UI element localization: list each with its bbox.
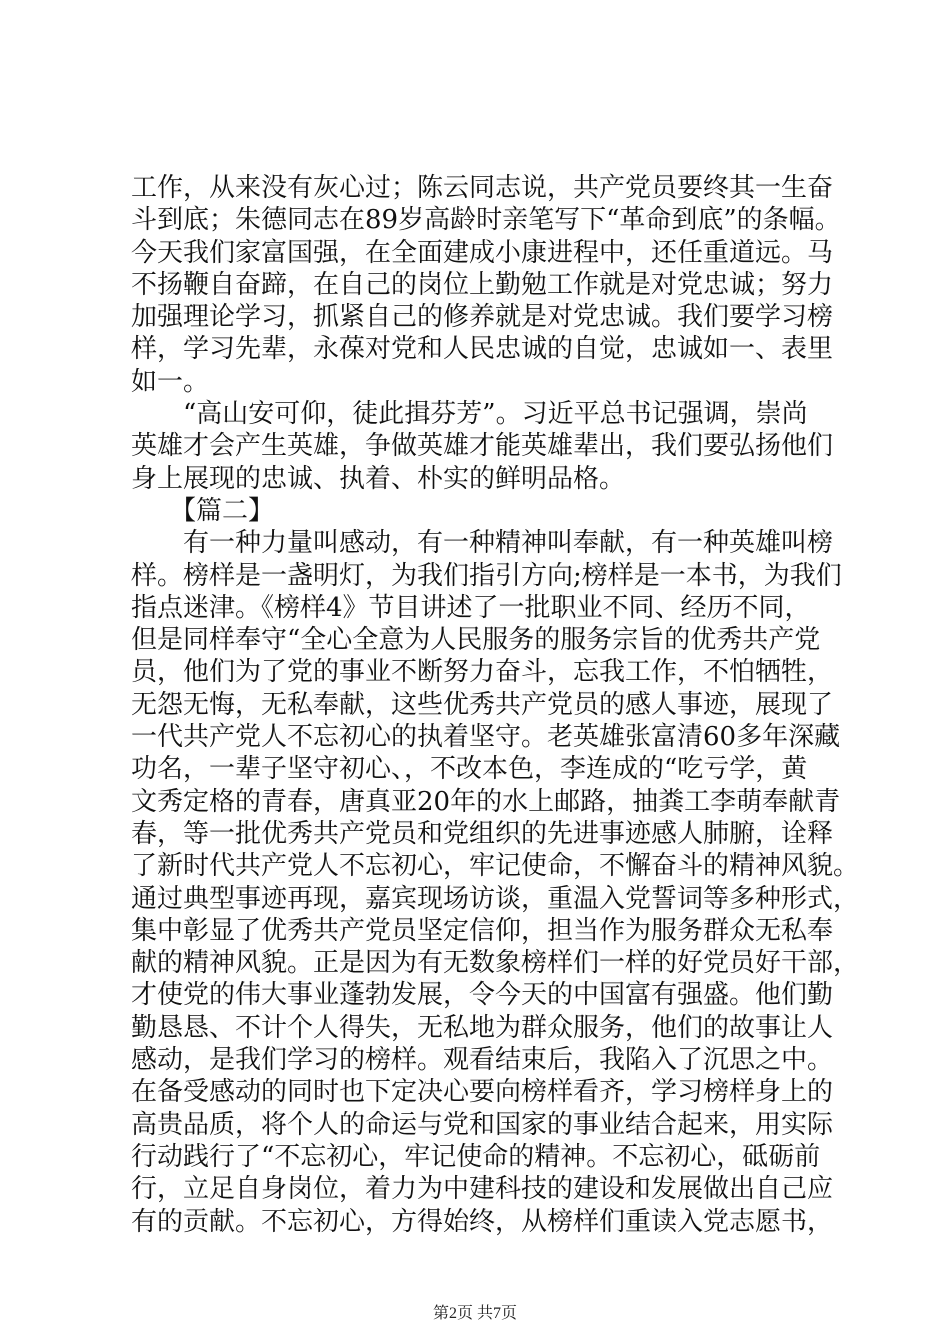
- text-line: 斗到底；朱德同志在89岁高龄时亲笔写下“革命到底”的条幅。: [131, 205, 841, 236]
- text-line: 指点迷津。《榜样4》节目讲述了一批职业不同、经历不同，: [131, 592, 811, 623]
- text-line: 工作，从来没有灰心过；陈云同志说，共产党员要终其一生奋: [131, 173, 834, 203]
- text-line: 身上展现的忠诚、执着、朴实的鲜明品格。: [131, 463, 626, 494]
- text-line: 但是同样奉守“全心全意为人民服务的服务宗旨的优秀共产党: [131, 625, 821, 656]
- text-line: 不扬鞭自奋蹄，在自己的岗位上勤勉工作就是对党忠诚；努力: [131, 269, 834, 300]
- text-line: 高贵品质，将个人的命运与党和国家的事业结合起来，用实际: [131, 1109, 834, 1140]
- text-line: 样，学习先辈，永葆对党和人民忠诚的自觉，忠诚如一、表里: [131, 334, 834, 365]
- text-line: 感动，是我们学习的榜样。观看结束后，我陷入了沉思之中。: [131, 1045, 834, 1076]
- text-line: 英雄才会产生英雄，争做英雄才能英雄辈出，我们要弘扬他们: [131, 431, 834, 462]
- text-line: 加强理论学习，抓紧自己的修养就是对党忠诚。我们要学习榜: [131, 302, 834, 333]
- text-line: 行动践行了“不忘初心，牢记使命的精神。不忘初心，砥砺前: [131, 1141, 821, 1172]
- text-line: 无怨无悔，无私奉献，这些优秀共产党员的感人事迹，展现了: [131, 689, 834, 720]
- text-line: 通过典型事迹再现，嘉宾现场访谈，重温入党誓词等多种形式，: [131, 883, 860, 914]
- page-number-footer: 第2页 共7页: [432, 1305, 517, 1322]
- text-line: 春，等一批优秀共产党员和党组织的先进事迹感人肺腑，诠释: [131, 818, 834, 849]
- text-line: 今天我们家富国强，在全面建成小康进程中，还任重道远。马: [131, 237, 834, 268]
- text-line: 行，立足自身岗位，着力为中建科技的建设和发展做出自己应: [131, 1174, 834, 1205]
- paragraph-start-line: 有一种力量叫感动，有一种精神叫奉献，有一种英雄叫榜: [183, 528, 834, 559]
- section-heading: 【篇二】: [170, 495, 275, 526]
- text-line: 在备受感动的同时也下定决心要向榜样看齐，学习榜样身上的: [131, 1077, 834, 1108]
- text-line: 如一。: [131, 366, 210, 397]
- text-line: 功名，一辈子坚守初心、，不改本色，李连成的“吃亏学，黄: [131, 754, 808, 785]
- text-line: 员，他们为了党的事业不断努力奋斗，忘我工作，不怕牺牲，: [131, 657, 834, 688]
- text-line: 样。榜样是一盏明灯，为我们指引方向;榜样是一本书，为我们: [131, 560, 842, 591]
- text-line: 勤恳恳、不计个人得失，无私地为群众服务，他们的故事让人: [131, 1012, 834, 1043]
- paragraph-start-line: “高山安可仰，徒此揖芬芳”。习近平总书记强调，崇尚: [183, 399, 808, 430]
- text-line: 集中彰显了优秀共产党员坚定信仰，担当作为服务群众无私奉: [131, 915, 834, 946]
- text-line: 文秀定格的青春，唐真亚20年的水上邮路，抽粪工李萌奉献青: [131, 786, 841, 817]
- text-line: 献的精神风貌。正是因为有无数象榜样们一样的好党员好干部，: [131, 948, 860, 979]
- body-text: [131, 172, 860, 1238]
- text-line: 了新时代共产党人不忘初心，牢记使命，不懈奋斗的精神风貌。: [131, 851, 860, 882]
- text-line: 一代共产党人不忘初心的执着坚守。老英雄张富清60多年深藏: [131, 722, 841, 753]
- text-line: 才使党的伟大事业蓬勃发展，令今天的中国富有强盛。他们勤: [131, 980, 834, 1011]
- text-line: 有的贡献。不忘初心，方得始终，从榜样们重读入党志愿书，: [131, 1206, 834, 1237]
